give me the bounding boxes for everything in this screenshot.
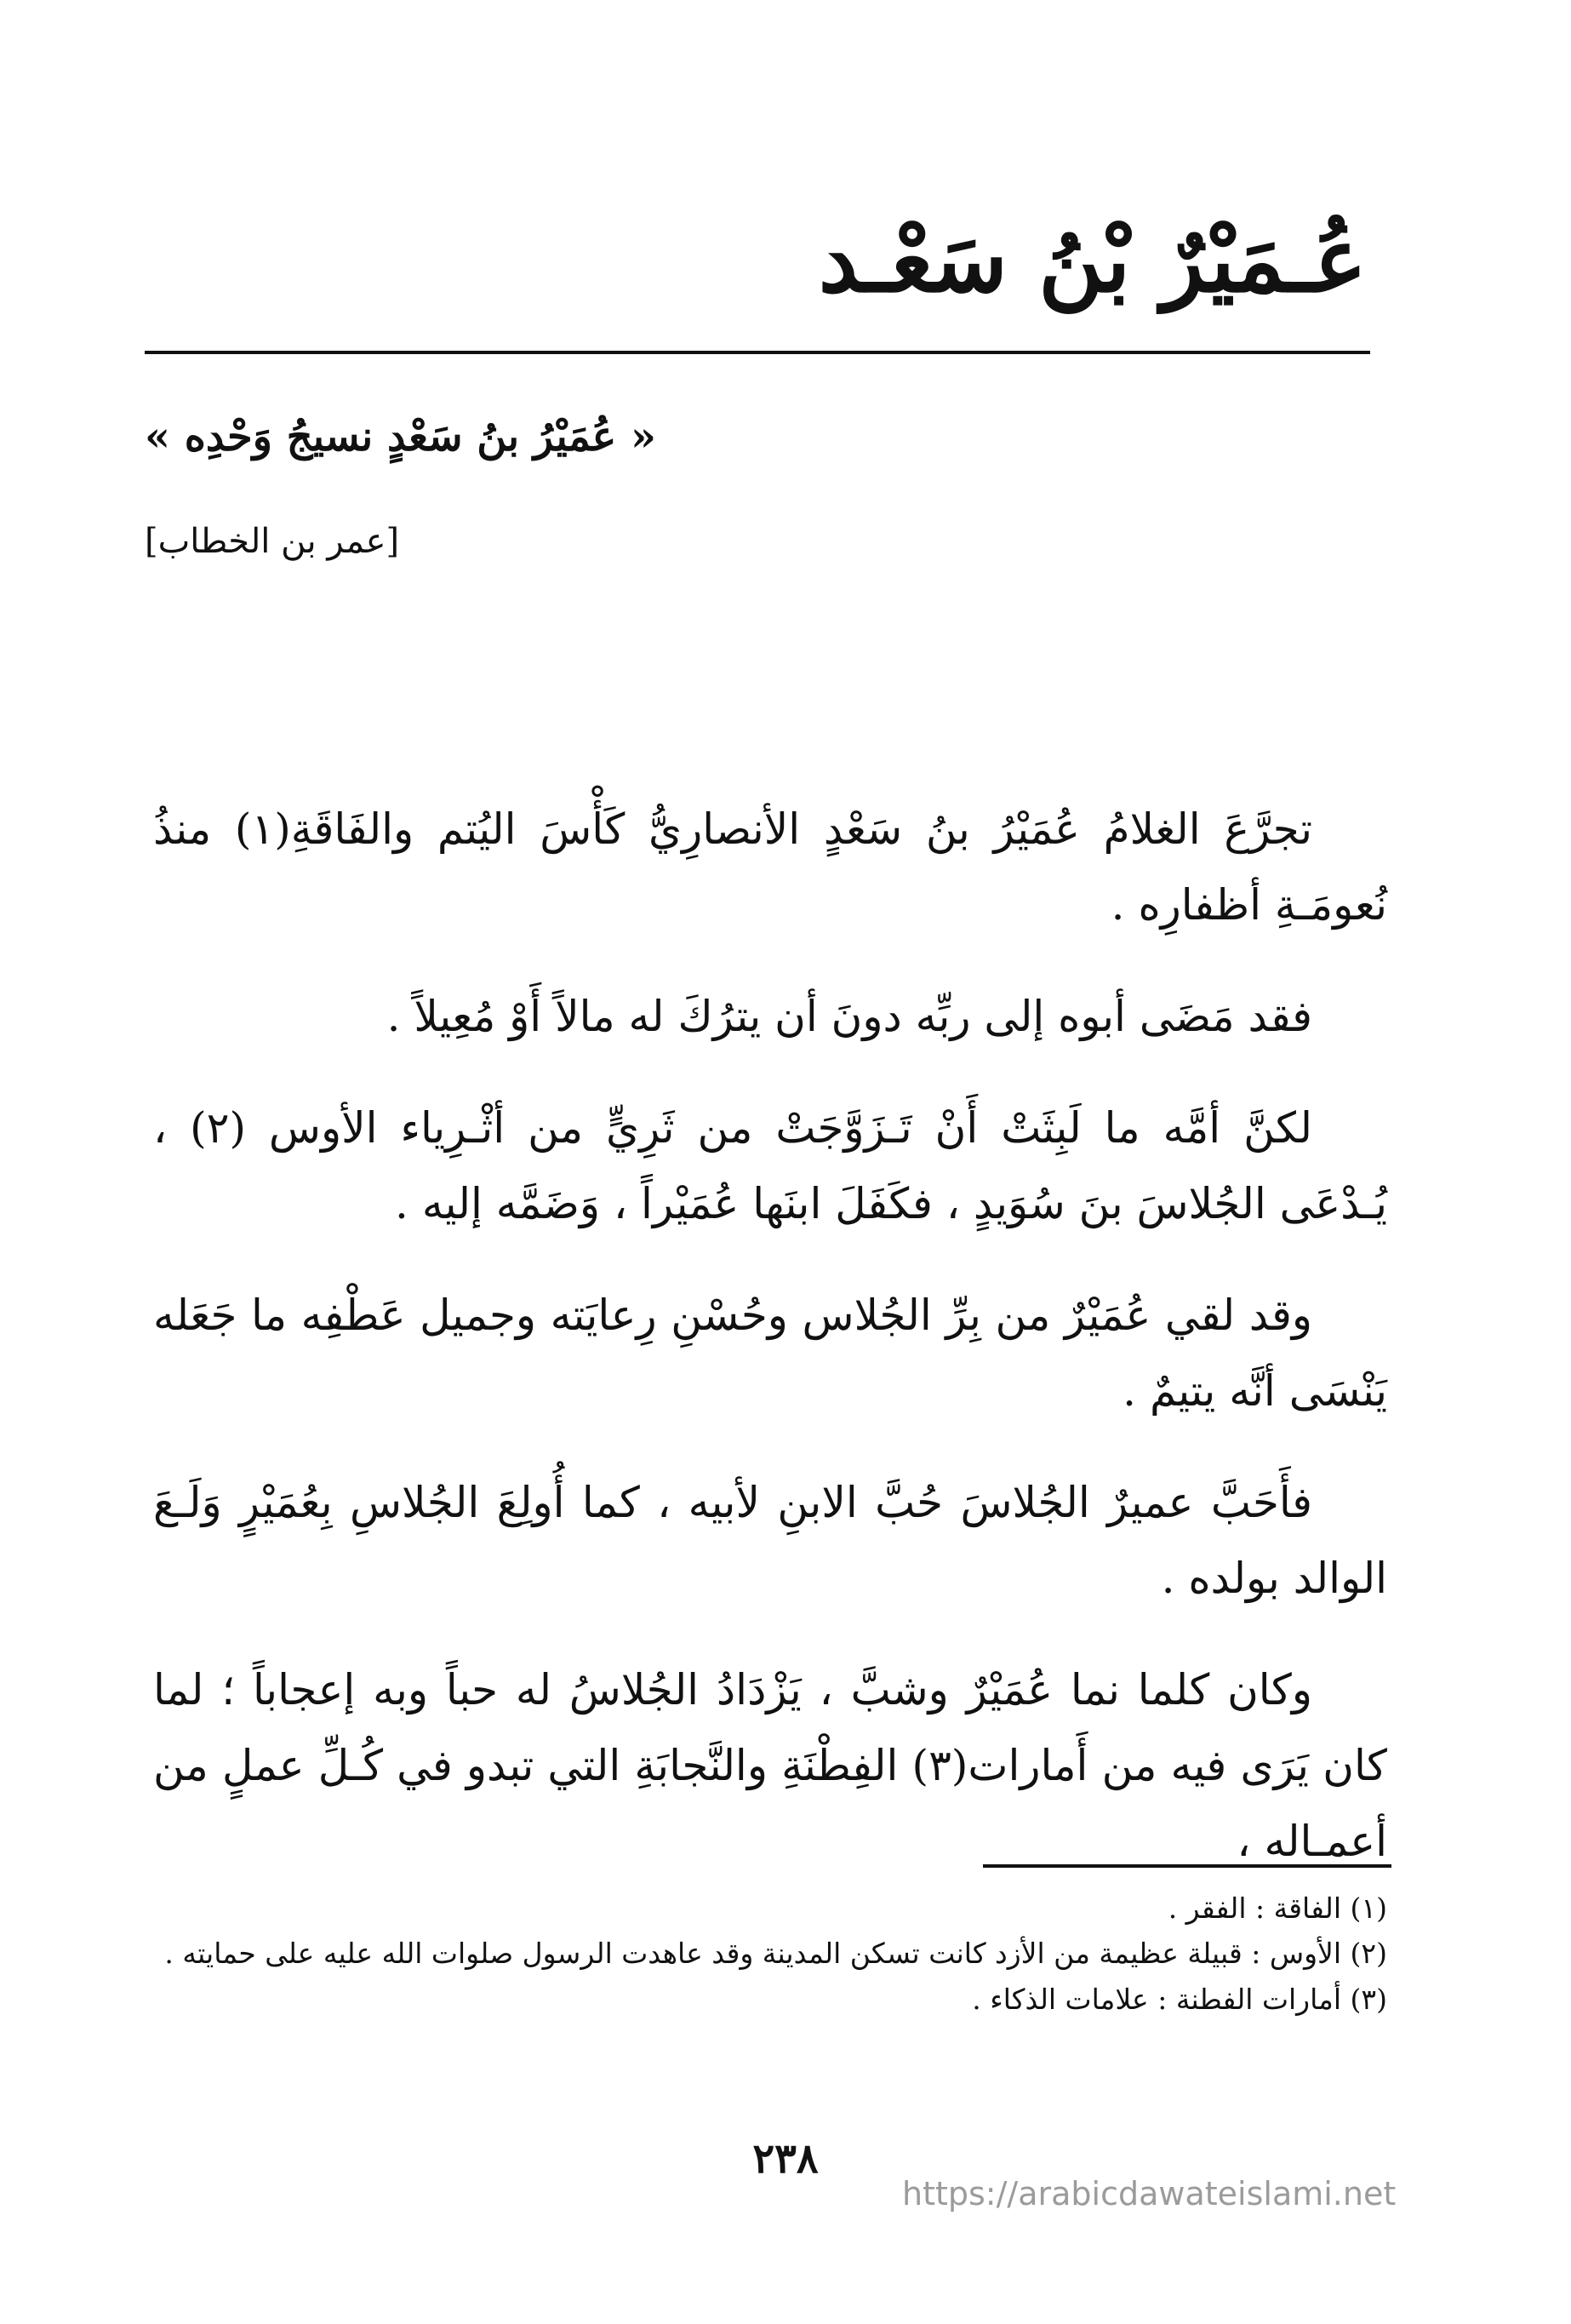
epigraph-attribution: [عمر بن الخطاب] [145, 522, 400, 561]
footnote-divider [983, 1864, 1391, 1868]
watermark-url: https://arabicdawateislami.net [902, 2175, 1397, 2212]
footnote-3: (٣) أمارات الفطنة : علامات الذكاء . [972, 1982, 1387, 2016]
footnotes [153, 1886, 1387, 2022]
body-text [153, 792, 1387, 1915]
paragraph: تجرَّعَ الغلامُ عُمَيْرُ بنُ سَعْدٍ الأنصارِيُّ كَأْسَ اليُتم والفَاقَةِ(١) منذُ نُعومَـةِ أظفارِه . [153, 804, 1387, 930]
footnote-2: (٢) الأوس : قبيلة عظيمة من الأزد كانت تسكن المدينة وقد عاهدت الرسول صلوات الله عليه على حمايته . [164, 1937, 1387, 1971]
paragraph: فقد مَضَى أبوه إلى ربِّه دونَ أن يترُكَ له مالاً أَوْ مُعِيلاً . [386, 992, 1312, 1041]
paragraph: وقد لقي عُمَيْرٌ من بِرِّ الجُلاس وحُسْنِ رِعايَته وجميل عَطْفِه ما جَعَله يَنْسَى أنَّه يتيمٌ . [153, 1291, 1387, 1416]
chapter-title: عُـمَيْرٌ بْنُ سَعْـد [818, 208, 1367, 312]
footnote-1: (١) الفاقة : الفقر . [1168, 1892, 1387, 1925]
paragraph: لكنَّ أمَّه ما لَبِثَتْ أَنْ تَـزَوَّجَتْ من ثَرِيٍّ من أثْـرِياء الأوس (٢) ، يُـدْعَى الجُلاسَ بنَ سُوَيدٍ ، فكَفَلَ ابنَها عُمَيْراً ، وَضَمَّه إليه . [153, 1103, 1387, 1228]
epigraph-quote: « عُمَيْرُ بنُ سَعْدٍ نسيجُ وَحْدِه » [145, 413, 656, 461]
page-number: ٢٣٨ [752, 2135, 819, 2183]
paragraph: فأَحَبَّ عميرٌ الجُلاسَ حُبَّ الابنِ لأبيه ، كما أُولِعَ الجُلاسِ بِعُمَيْرٍ وَلَـعَ الوالد بولده . [153, 1478, 1387, 1603]
title-divider [145, 351, 1370, 354]
paragraph: وكان كلما نما عُمَيْرٌ وشبَّ ، يَزْدَادُ الجُلاسُ له حباً وبه إعجاباً ؛ لما كان يَرَى فيه من أَمارات(٣) الفِطْنَةِ والنَّجابَةِ التي تبدو في كُـلِّ عملٍ من أعمـاله ، [153, 1665, 1387, 1866]
